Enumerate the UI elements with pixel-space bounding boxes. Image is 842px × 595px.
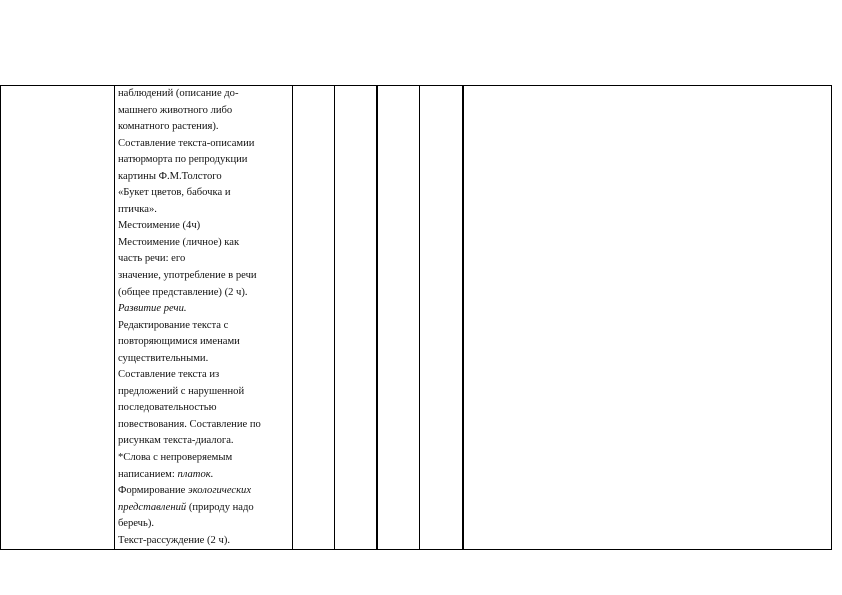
text-segment: часть речи: его: [118, 253, 186, 265]
text-segment: рисункам текста-диалога.: [118, 435, 234, 447]
table-row: [1, 86, 832, 550]
text-line: [118, 136, 290, 153]
notes-cell: [463, 86, 832, 550]
text-line: [118, 467, 290, 484]
text-segment: (природу надо: [186, 501, 254, 513]
text-segment: Местоимение (личное) как: [118, 236, 240, 248]
text-segment: повествования. Составление по: [118, 418, 261, 430]
text-line: [118, 500, 290, 517]
text-segment: (общее представление) (2 ч).: [118, 286, 248, 298]
topic-text: [118, 86, 290, 549]
text-line: [118, 301, 290, 318]
text-line: [118, 103, 290, 120]
text-segment: написанием:: [118, 468, 178, 480]
text-segment: платок.: [177, 468, 214, 480]
text-line: [118, 185, 290, 202]
text-line: [118, 218, 290, 235]
text-line: [118, 417, 290, 434]
text-line: [118, 334, 290, 351]
text-segment: «Букет цветов, бабочка и: [118, 187, 231, 199]
text-segment: экологических: [188, 485, 252, 497]
text-line: [118, 516, 290, 533]
text-segment: Местоимение (4ч): [118, 220, 201, 232]
text-line: [118, 533, 290, 550]
text-segment: предложений с нарушенной: [118, 385, 245, 397]
empty-cell-5: [377, 86, 420, 550]
text-segment: комнатного растения).: [118, 121, 219, 133]
text-segment: Текст-рассуждение (2 ч).: [118, 534, 231, 546]
text-segment: *Слова с непроверяемым: [118, 452, 233, 464]
text-line: [118, 119, 290, 136]
text-line: [118, 235, 290, 252]
text-segment: Редактирование текста с: [118, 319, 229, 331]
text-segment: существительными.: [118, 352, 209, 364]
text-line: [118, 86, 290, 103]
text-line: [118, 433, 290, 450]
text-segment: натюрморта по репродукции: [118, 154, 248, 166]
text-line: [118, 351, 290, 368]
text-line: [118, 318, 290, 335]
text-line: [118, 169, 290, 186]
text-segment: Составление текста из: [118, 369, 220, 381]
text-segment: картины Ф.М.Толстого: [118, 170, 222, 182]
text-segment: Составление текста-описамии: [118, 137, 255, 149]
text-segment: Развитие речи.: [118, 303, 187, 315]
text-line: [118, 400, 290, 417]
number-cell: [1, 86, 115, 550]
topic-content-cell: [115, 86, 293, 550]
hours-cell: [293, 86, 335, 550]
text-line: [118, 268, 290, 285]
text-line: [118, 384, 290, 401]
text-line: [118, 202, 290, 219]
text-line: [118, 450, 290, 467]
text-segment: значение, употребление в речи: [118, 270, 257, 282]
text-line: [118, 152, 290, 169]
text-segment: птичка».: [118, 203, 157, 215]
text-segment: повторяющимися именами: [118, 336, 240, 348]
text-line: [118, 285, 290, 302]
text-line: [118, 367, 290, 384]
text-segment: Формирование: [118, 485, 189, 497]
text-segment: беречь).: [118, 518, 155, 530]
text-segment: машнего животного либо: [118, 104, 233, 116]
text-line: [118, 251, 290, 268]
empty-cell-6: [420, 86, 463, 550]
text-line: [118, 483, 290, 500]
text-segment: последовательностью: [118, 402, 217, 414]
text-segment: наблюдений (описание до-: [118, 88, 239, 99]
text-segment: представлений: [118, 501, 187, 513]
lesson-plan-table: [0, 85, 832, 550]
date-cell: [335, 86, 377, 550]
